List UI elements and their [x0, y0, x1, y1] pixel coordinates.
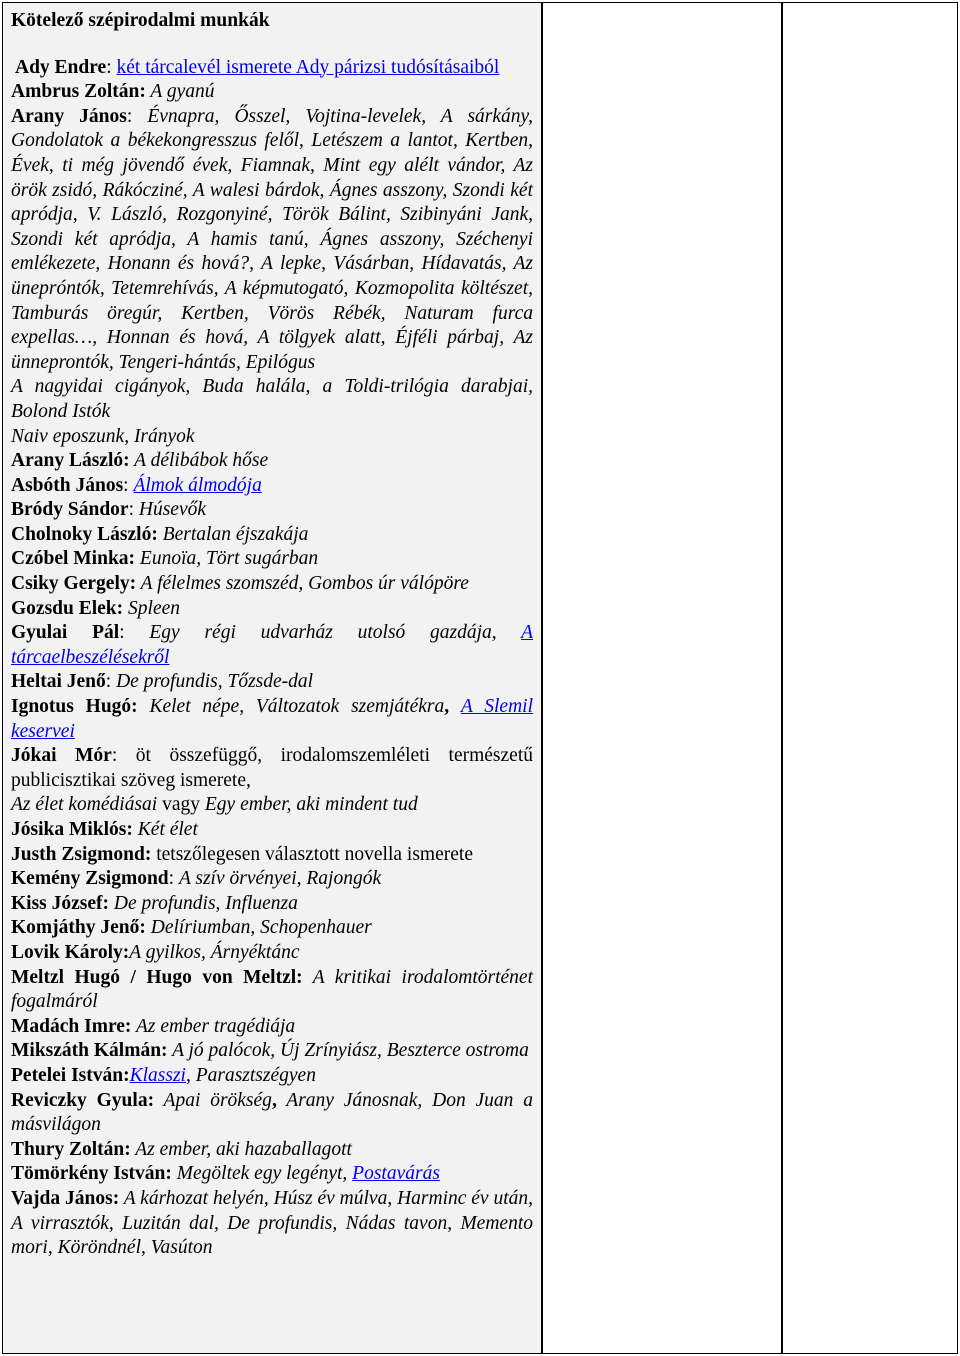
separator: , — [271, 1089, 277, 1111]
list-item — [11, 572, 533, 597]
author-name: Meltzl Hugó / Hugo von Meltzl: — [11, 966, 303, 988]
works-title: A délibábok hőse — [129, 450, 269, 472]
table — [2, 2, 958, 1354]
author-name: Bródy Sándor — [11, 499, 129, 521]
list-item — [11, 892, 533, 917]
list-item — [11, 916, 533, 941]
author-name: Reviczky Gyula: — [11, 1089, 155, 1111]
list-item — [11, 941, 533, 966]
author-name: Jókai Mór — [11, 745, 112, 767]
table-cell-empty — [783, 3, 957, 1353]
author-name: Lovik Károly: — [11, 941, 130, 963]
author-name: Tömörkény István: — [11, 1163, 172, 1185]
list-item — [11, 1187, 533, 1261]
separator: , — [444, 696, 461, 718]
author-name: Ady Endre — [15, 56, 107, 78]
works-title: Kelet népe, Változatok szemjátékra — [137, 696, 445, 718]
works-title: Apai örökség — [154, 1089, 272, 1111]
author-name: Ambrus Zoltán: — [11, 81, 146, 103]
section-title: Kötelező szépirodalmi munkák — [11, 10, 270, 31]
list-item — [11, 966, 533, 1015]
author-name: Mikszáth Kálmán: — [11, 1040, 168, 1062]
author-name: Csiky Gergely: — [11, 573, 137, 595]
author-name: Thury Zoltán: — [11, 1138, 131, 1160]
list-item — [11, 523, 533, 548]
separator: : — [106, 56, 117, 78]
works-title: Az ember tragédiája — [131, 1015, 296, 1037]
author-name: Gozsdu Elek: — [11, 597, 124, 619]
separator: : — [111, 745, 136, 767]
list-item — [11, 670, 533, 695]
list-item — [11, 80, 533, 105]
list-item — [11, 818, 533, 843]
author-name: Cholnoky László: — [11, 523, 158, 545]
list-item — [11, 1138, 533, 1163]
author-name: Justh Zsigmond: — [11, 843, 152, 865]
list-item — [11, 843, 533, 868]
works-title: De profundis, Tőzsde-dal — [116, 671, 314, 693]
works-title: A jó palócok, Új Zrínyiász, Beszterce ostroma — [167, 1040, 529, 1062]
works-link[interactable]: A tárcaelbeszélésekről — [11, 622, 533, 668]
author-name: Kiss József: — [11, 892, 110, 914]
works-title: A kárhozat helyén, Húsz év múlva, Harminc év után, A virrasztók, Luzitán dal, De profundis, Nádas tavon, Memento mori, Köröndnél, Vasúton — [11, 1187, 534, 1259]
works-link[interactable]: Álmok álmodója — [133, 474, 262, 496]
author-name: Ignotus Hugó: — [11, 696, 138, 718]
works-title: A gyanú — [145, 81, 215, 103]
list-item — [11, 474, 533, 499]
list-item — [11, 547, 533, 572]
works-title: A kritikai irodalomtörténet fogalmáról — [11, 966, 533, 1013]
works-title: Arany Jánosnak, Don Juan a másvilágon — [11, 1089, 533, 1136]
works-title: Évnapra, Ősszel, Vojtina-levelek, A sárkány, Gondolatok a békekongresszus felől, Letészem a lantot, Kertben, Évek, ti még jövendő évek, Fiamnak, Mint egy alélt vándor, Az örök zsidó, Rákócziné, A walesi bárdok, Ágnes asszony, Szondi két apródja, V. László, Rozgonyiné, Török Bálint, Szibinyáni Jank, Szondi két apródja, A hamis tanú, Ágnes asszony, Széchenyi emlékezete, Honann és hová?, A lepke, Vásárban, Hídavatás, Az ünepróntók, Tetemrehívás, A képmutogató, Kozmopolita költészet, Tamburás öregúr, Kertben, Vörös Rébék, Naturam furca expellas…, Honnan és hová, A tölgyek alatt, Éjféli párbaj, Az ünneprontók, Tengeri-hántás, Epilógus — [11, 105, 533, 373]
works-title: Egy régi udvarház utolsó gazdája, — [149, 622, 522, 644]
works-link[interactable]: A Slemil keservei — [11, 696, 533, 742]
list-item — [11, 621, 533, 670]
works-title: Bertalan éjszakája — [157, 523, 309, 545]
separator: : — [128, 499, 139, 521]
works-title: Megöltek egy legényt, — [171, 1163, 353, 1185]
works-title: A nagyidai cigányok, Buda halála, a Toldi-trilógia darabjai, Bolond Istók — [11, 376, 533, 422]
list-item — [11, 867, 533, 892]
author-name: Arany János — [11, 105, 127, 127]
list-item — [11, 695, 533, 744]
works-title: A szív örvényei, Rajongók — [178, 868, 382, 890]
list-item — [11, 1039, 533, 1064]
plain-text: öt összefüggő, irodalomszemléleti természetű publicisztikai szöveg ismerete, — [11, 745, 533, 791]
works-link[interactable]: Postavárás — [352, 1163, 440, 1185]
works-title: A gyilkos, Árnyéktánc — [129, 941, 300, 963]
author-name: Madách Imre: — [11, 1015, 132, 1037]
author-name: Jósika Miklós: — [11, 819, 133, 840]
separator: : — [168, 868, 179, 890]
list-item — [11, 1015, 533, 1040]
author-name: Arany László: — [11, 450, 130, 472]
separator: : — [123, 474, 134, 496]
plain-text: vagy — [157, 794, 205, 816]
list-item — [11, 597, 533, 622]
works-title: Az élet komédiásai — [11, 794, 158, 816]
author-name: Vajda János: — [11, 1187, 120, 1209]
works-link[interactable]: két tárcalevél ismerete Ady párizsi tudósításaiból — [116, 56, 500, 78]
separator: : — [119, 622, 150, 644]
table-cell-works — [3, 3, 543, 1353]
table-cell-empty — [543, 3, 783, 1353]
author-name: Czóbel Minka: — [11, 548, 136, 570]
list-item — [11, 375, 533, 424]
works-title: Húsevők — [138, 499, 207, 521]
list-item — [11, 56, 533, 81]
author-name: Komjáthy Jenő: — [11, 917, 146, 939]
separator: : — [126, 105, 148, 127]
works-title: Két élet — [132, 819, 198, 840]
works-title: Az ember, aki hazaballagott — [130, 1138, 352, 1160]
cell-content — [11, 9, 533, 1261]
list-item — [11, 449, 533, 474]
works-title: Naiv eposzunk, Irányok — [11, 425, 195, 447]
author-name: Heltai Jenő — [11, 671, 106, 693]
list-item — [11, 105, 533, 376]
works-title: Egy ember, aki mindent tud — [204, 794, 418, 816]
works-title: Delíriumban, Schopenhauer — [145, 917, 372, 939]
author-name: Asbóth János — [11, 474, 124, 496]
list-item — [11, 1089, 533, 1138]
plain-text: tetszőlegesen választott novella ismerete — [151, 843, 473, 865]
author-name: Kemény Zsigmond — [11, 868, 169, 890]
list-item — [11, 498, 533, 523]
list-item — [11, 1064, 533, 1089]
works-link[interactable]: Klasszi — [129, 1064, 186, 1086]
works-title: Eunoïa, Tört sugárban — [135, 548, 319, 570]
works-title: De profundis, Influenza — [109, 892, 298, 914]
works-title: A félelmes szomszéd, Gombos úr válópöre — [136, 573, 469, 595]
works-title: Spleen — [123, 597, 181, 619]
list-item — [11, 425, 533, 450]
list-item — [11, 744, 533, 818]
author-name: Gyulai Pál — [11, 622, 120, 644]
list-item — [11, 1162, 533, 1187]
author-name: Petelei István: — [11, 1064, 130, 1086]
works-title: , Parasztszégyen — [185, 1064, 316, 1086]
separator: : — [105, 671, 117, 693]
